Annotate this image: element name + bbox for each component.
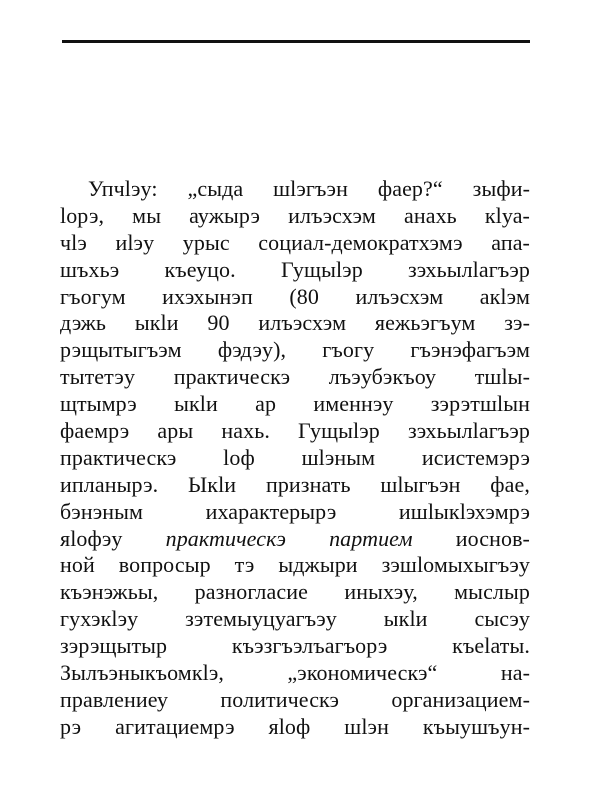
text-line: щтымрэ ыкlи ар именнэу зэрэтшlын (60, 391, 530, 417)
text-line: тытетэу практическэ лъэубэкъоу тшlы- (60, 364, 530, 390)
text-line: рэ агитациемрэ яlоф шlэн къыушъун- (60, 713, 530, 739)
text-line: фаемрэ ары нахь. Гущыlэр зэхьылlагъэр (60, 418, 530, 444)
text-line: ной вопросыр тэ ыджыри зэшlомыхыгъэу (60, 552, 530, 578)
body-paragraph (60, 176, 530, 741)
text-line: гухэкlэу зэтемыуцуагъэу ыкlи сысэу (60, 606, 530, 632)
text-line: практическэ lоф шlэным исистемэрэ (60, 444, 530, 470)
text-line: къэнэжьы, разногласие иныхэу, мыслыр (60, 579, 530, 605)
italic-phrase: практическэ партием (165, 525, 413, 551)
text-line: чlэ иlэу урыс социал-демократхэмэ апа- (60, 229, 530, 255)
text-line-mixed (60, 526, 530, 553)
text-line: правлениеу политическэ организацием- (60, 686, 530, 712)
text-line: lорэ, мы аужырэ илъэсхэм анахь кlуа- (60, 202, 530, 228)
text-line: бэнэным ихарактерырэ ишlыкlэхэмрэ (60, 498, 530, 524)
text-line: Зылъэныкъомкlэ, „экономическэ“ на- (60, 660, 530, 686)
text-line-start: яlофэу (60, 525, 166, 551)
text-line: шъхьэ къеуцо. Гущыlэр зэхьылlагъэр (60, 256, 530, 282)
top-rule (62, 40, 530, 43)
text-line: зэрэщытыр къэзгъэлъагъорэ къеlаты. (60, 633, 530, 659)
text-line: рэщытыгъэм фэдэу), гъогу гъэнэфагъэм (60, 337, 530, 363)
text-line-end: иоснов- (412, 525, 530, 551)
text-line: гъогум ихэхынэп (80 илъэсхэм акlэм (60, 283, 530, 309)
text-line: дэжь ыкlи 90 илъэсхэм яежьэгъум зэ- (60, 310, 530, 336)
text-line: ипланырэ. Ыкlи признать шlыгъэн фае, (60, 471, 530, 497)
text-line: Упчlэу: „сыда шlэгъэн фаер?“ зыфи- (88, 176, 530, 201)
